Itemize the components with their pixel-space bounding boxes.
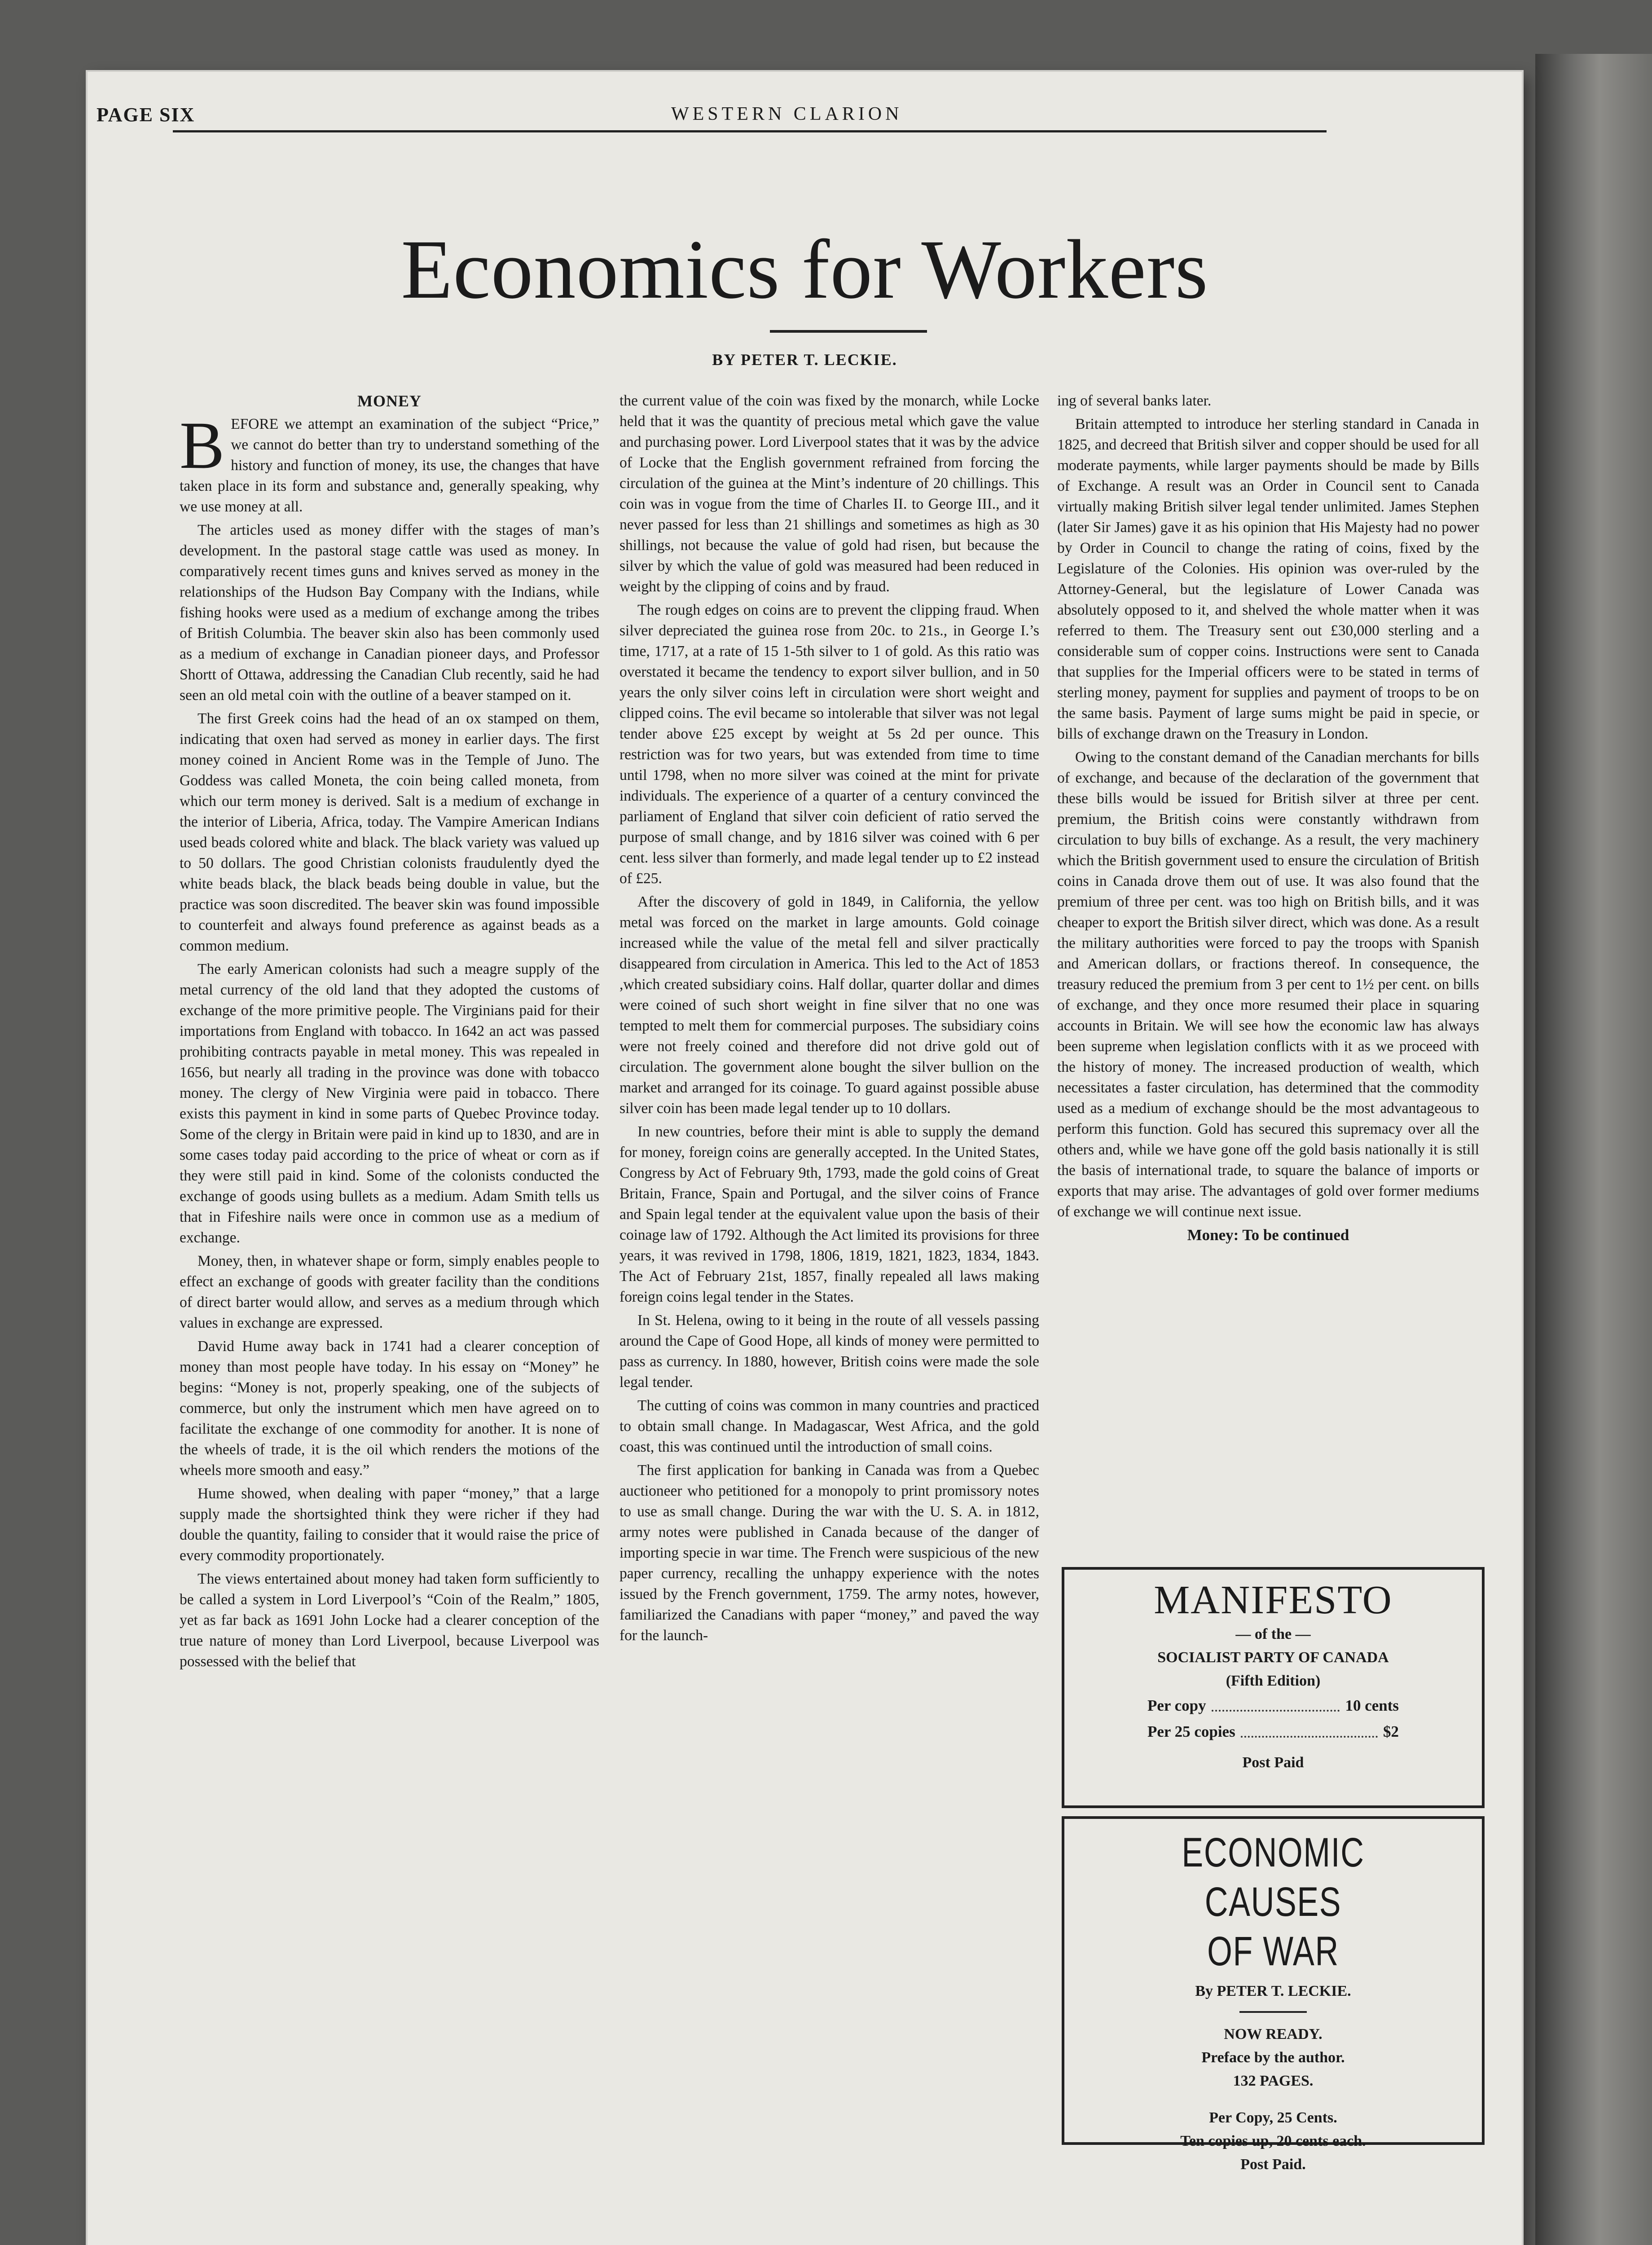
article-column-3: [1057, 391, 1479, 1246]
manifesto-advertisement: [1062, 1567, 1485, 1808]
paragraph: Hume showed, when dealing with paper “money,” that a large supply made the shortsighted think they were richer if they had double the quantity, failing to consider that it would raise the price of every commodity proportionately.: [180, 1485, 599, 1564]
ad-rule: [1239, 2011, 1307, 2013]
price-row: [1147, 1719, 1399, 1745]
scan-edge: [1535, 54, 1652, 2245]
section-heading: MONEY: [357, 392, 422, 410]
article-byline: BY PETER T. LECKIE.: [712, 351, 897, 369]
header-rule: [173, 130, 1327, 132]
ad-author: By PETER T. LECKIE.: [1195, 1983, 1351, 1999]
drop-cap: B: [180, 408, 225, 483]
ad-line: — of the —: [1235, 1626, 1311, 1642]
article-title: Economics for Workers: [401, 222, 1208, 316]
paragraph: ing of several banks later.: [1057, 392, 1212, 409]
paragraph: The early American colonists had such a meagre supply of the metal currency of the old land that they adopted the customs of exchange of the more primitive people. The Virginians paid for their importations from England with tobacco. In 1642 an act was passed prohibiting contracts payable in metal money. This was repealed in 1656, but nearly all trading in the province was done with tobacco money. The clergy of New Virginia were paid in tobacco. There exists this payment in kind in some parts of Quebec Province today. Some of the clergy in Britain were paid in kind up to 1830, and are in some cases today paid according to the price of wheat or corn as if they were still paid in kind. Some of the colonists conducted the exchange of goods using bullets as a medium. Adam Smith tells us that in Fifeshire nails were once in common use as a medium of exchange.: [180, 961, 599, 1246]
price-row: [1147, 1693, 1399, 1719]
newspaper-name: WESTERN CLARION: [671, 104, 903, 124]
paragraph: The rough edges on coins are to prevent the clipping fraud. When silver depreciated the guinea rose from 20c. to 21s., in George I.’s time, 1717, at a rate of 15 1-5th silver to 1 of gold. As this ratio was overstated it became the tendency to export silver bullion, and in 50 years the only silver coins left in circulation were short weight and clipped coins. The evil became so intolerable that silver was not legal tender above £25 except by weight at 5s 2d per ounce. This restriction was for two years, but was extended from time to time until 1798, when no more silver was coined at the mint for private individuals. The experience of a quarter of a century convinced the parliament of England that silver coin deficient of ratio served the purpose of small change, and by 1816 silver was coined with 6 per cent. less silver than formerly, and made legal tender up to £2 instead of £25.: [620, 602, 1039, 887]
ad-footer: Post Paid.: [1240, 2156, 1306, 2173]
price-label: Per copy: [1147, 1697, 1206, 1714]
article-column-1: [180, 391, 599, 1675]
ad-line: (Fifth Edition): [1226, 1673, 1321, 1689]
ad-price: Per Copy, 25 Cents.: [1209, 2109, 1337, 2126]
price-value: 10 cents: [1345, 1697, 1399, 1714]
paragraph: Money, then, in whatever shape or form, simply enables people to effect an exchange of goods with greater facility than the conditions of direct barter would allow, and serves as a medium through which values in exchange are expressed.: [180, 1253, 599, 1331]
page-header: [97, 103, 1327, 157]
article-column-2: [620, 391, 1039, 1649]
paragraph: After the discovery of gold in 1849, in California, the yellow metal was forced on the market in large amounts. Gold coinage increased while the value of the metal fell and silver practically disappeared from circulation in America. This led to the Act of 1853 ,which created subsidiary coins. Half dollar, quarter dollar and dimes were coined of such short weight in fine silver that no one was tempted to melt them for commercial purposes. The subsidiary coins were not freely coined and therefore did not drive gold out of circulation. The government alone bought the silver bullion on the market and arranged for its coinage. To guard against possible abuse silver coin has been made legal tender up to 10 dollars.: [620, 894, 1039, 1117]
ad-title: MANIFESTO: [1154, 1578, 1393, 1622]
price-value: $2: [1383, 1723, 1399, 1740]
title-rule: [770, 330, 927, 333]
ad-line: NOW READY.: [1224, 2026, 1322, 2043]
paragraph: Britain attempted to introduce her sterling standard in Canada in 1825, and decreed that British silver and copper should be used for all moderate payments, while larger payments should be made by Bills of Exchange. A result was an Order in Council sent to Canada virtually making British silver legal tender unlimited. James Stephen (later Sir James) gave it as his opinion that His Majesty had no power by Order in Council to change the rating of coins, fixed by the Legislature of the Colonies. His opinion was over-ruled by the Attorney-General, but the legislature of Lower Canada was absolutely opposed to it, and shelved the whole matter when it was referred to them. The Treasury sent out £30,000 sterling and a considerable sum of copper coins. Instructions were sent to Canada that supplies for the Imperial officers were to be stated in terms of sterling money, payment for supplies and payment of troops to be on the same basis. Payment of large sums might be paid in specie, or bills of exchange drawn on the Treasury in London.: [1057, 416, 1479, 742]
ad-title: [1110, 1828, 1436, 1976]
ad-line: SOCIALIST PARTY OF CANADA: [1157, 1649, 1389, 1666]
paragraph: Owing to the constant demand of the Canadian merchants for bills of exchange, and because of the declaration of the government that these bills would be issued for British silver at three per cent. premium, the British coins were constantly withdrawn from circulation to buy bills of exchange. As a result, the very machinery which the British government used to ensure the circulation of British coins in Canada drove them out of use. It was also found that the premium of three per cent. was too high on British bills, and it was cheaper to export the British silver direct, which was done. As a result the military authorities were forced to pay the troops with Spanish and American dollars, or fractions thereof. In consequence, the treasury reduced the premium from 3 per cent to 1½ per cent. on bills of exchange, and they once more resumed their place in squaring accounts in Britain. We will see how the economic law has always been supreme when legislation conflicts with it as we proceed with the history of money. The increased production of wealth, which necessitates a faster circulation, has determined that the commodity used as a medium of exchange should be the most advantageous to perform this function. Gold has secured this supremacy over all the others and, while we have gone off the gold basis nationally it is still the basis of international trade, to square the balance of imports or exports that may arise. The advantages of gold over former mediums of exchange we will continue next issue.: [1057, 749, 1479, 1220]
leader-dots: [1212, 1693, 1340, 1712]
paragraph: In St. Helena, owing to it being in the route of all vessels passing around the Cape of Good Hope, all kinds of money were permitted to pass as currency. In 1880, however, British coins were made the sole legal tender.: [620, 1312, 1039, 1391]
paragraph: The articles used as money differ with the stages of man’s development. In the pastoral stage cattle was used as money. In comparatively recent times guns and knives served as money in the relationships of the Hudson Bay Company with the Indians, while fishing hooks were used as a medium of exchange among the tribes of British Columbia. The beaver skin also has been commonly used as a medium of exchange in Canadian pioneer days, and Professor Shortt of Ottawa, addressing the Canadian Club recently, said he had seen an old metal coin with the outline of a beaver stamped on it.: [180, 522, 599, 704]
paragraph: In new countries, before their mint is able to supply the demand for money, foreign coins are generally accepted. In the United States, Congress by Act of February 9th, 1793, made the gold coins of Great Britain, France, Spain and Portugal, and the silver coins of France and Spain legal tender at the equivalent value upon the basis of their coinage law of 1792. Although the Act limited its provisions for three years, it was revived in 1798, 1806, 1819, 1821, 1823, 1834, 1843. The Act of February 21st, 1857, finally repealed all laws making foreign coins legal tender in the States.: [620, 1123, 1039, 1305]
paragraph: David Hume away back in 1741 had a clearer conception of money than most people have today. In his essay on “Money” he begins: “Money is not, properly speaking, one of the subjects of commerce, but only the instrument which men have agreed on to facilitate the exchange of one commodity for another. It is none of the wheels of trade, it is the oil which renders the motions of the wheels more smooth and easy.”: [180, 1338, 599, 1479]
paragraph: the current value of the coin was fixed by the monarch, while Locke held that it was the quantity of precious metal which gave the value and purchasing power. Lord Liverpool states that it was by the advice of Locke that the English government refrained from forcing the circulation of the guinea at the Mint’s indenture of 20 chillings. This coin was in vogue from the time of Charles II. to George III., and it never passed for less than 21 shillings and sometimes as high as 30 shillings, not because the value of gold had risen, but because the silver by which the value of gold was measured had been reduced in weight by the clipping of coins and by fraud.: [620, 392, 1039, 595]
continued-notice: Money: To be continued: [1187, 1226, 1349, 1244]
paragraph: The views entertained about money had taken form sufficiently to be called a system in Lord Liverpool’s “Coin of the Realm,” 1805, yet as far back as 1691 John Locke had a clearer conception of the true nature of money than Lord Liverpool, because Liverpool was possessed with the belief that: [180, 1571, 599, 1670]
ad-footer: Post Paid: [1242, 1754, 1304, 1771]
ad-title-line: OF WAR: [1207, 1928, 1339, 1974]
ad-line: Preface by the author.: [1201, 2049, 1345, 2066]
paragraph: The cutting of coins was common in many countries and practiced to obtain small change. In Madagascar, West Africa, and the gold coast, this was continued until the introduction of small coins.: [620, 1397, 1039, 1455]
leader-dots: [1241, 1719, 1378, 1738]
price-label: Per 25 copies: [1147, 1723, 1235, 1740]
paragraph-text: EFORE we attempt an examination of the subject “Price,” we cannot do better than try to understand something of the history and function of money, its use, the changes that have taken place in its form and substance and, generally speaking, why we use money at all.: [180, 416, 599, 515]
ad-price: Ten copies up, 20 cents each.: [1180, 2133, 1366, 2149]
page-number: PAGE SIX: [97, 104, 195, 126]
paragraph: [180, 408, 599, 517]
ad-title-line: ECONOMIC CAUSES: [1182, 1830, 1365, 1925]
paragraph: The first Greek coins had the head of an ox stamped on them, indicating that oxen had served as money in earlier days. The first money coined in Ancient Rome was in the Temple of Juno. The Goddess was called Moneta, the coin being called moneta, from which our term money is derived. Salt is a medium of exchange in the interior of Liberia, Africa, today. The Vampire American Indians used beads colored white and black. The black variety was valued up to 50 dollars. The good Christian colonists fraudulently dyed the white beads black, the black beads being double in value, but the practice was soon discredited. The beaver skin was found impossible to counterfeit and always found preference as against beads as a common medium.: [180, 710, 599, 954]
paragraph: The first application for banking in Canada was from a Quebec auctioneer who petitioned for a monopoly to print promissory notes to use as small change. During the war with the U. S. A. in 1812, army notes were published in Canada because of the danger of importing specie in war time. The French were suspicious of the new paper currency, recalling the unhappy experience with the notes issued by the French government, 1759. The army notes, however, familiarized the Canadians with paper “money,” and paved the way for the launch-: [620, 1462, 1039, 1644]
ad-line: 132 PAGES.: [1233, 2073, 1314, 2089]
economic-causes-of-war-advertisement: [1062, 1816, 1485, 2173]
